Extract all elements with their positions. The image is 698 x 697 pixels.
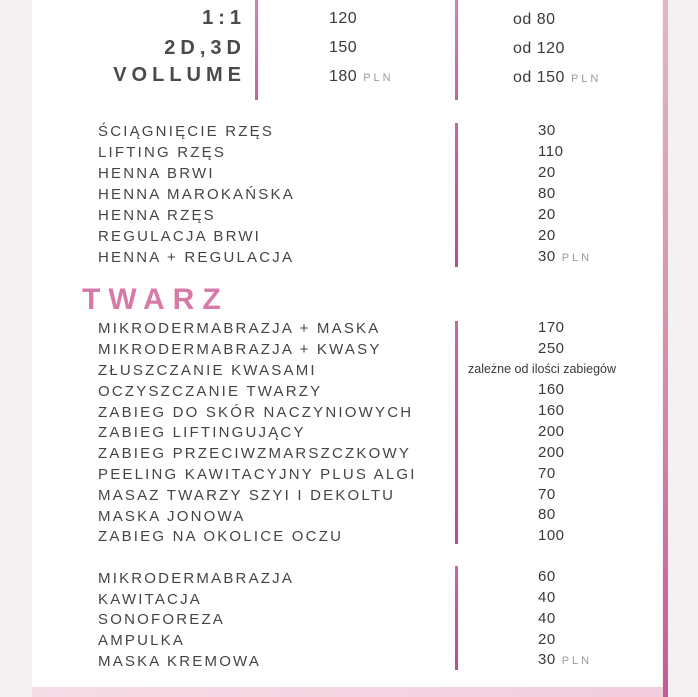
- service-name: HENNA RZĘS: [98, 207, 216, 224]
- face-treatment-name: MASAZ TWARZY SZYI I DEKOLTU: [98, 487, 396, 504]
- service-price: 20: [538, 206, 556, 223]
- face-treatment-name: ZŁUSZCZANIE KWASAMI: [98, 362, 317, 379]
- service-price: 110: [538, 143, 564, 160]
- face-treatment-price: 100: [538, 527, 565, 544]
- face-treatment-name: ZABIEG PRZECIWZMARSZCZKOWY: [98, 445, 412, 462]
- addon-name: MIKRODERMABRAZJA: [98, 570, 295, 587]
- lash-method-label: 2D,3D: [164, 37, 246, 59]
- face-treatment-name: PEELING KAWITACYJNY PLUS ALGI: [98, 466, 417, 483]
- face-treatment-price: 80: [538, 506, 556, 523]
- bottom-decorative-band: [32, 687, 663, 697]
- service-name: HENNA BRWI: [98, 165, 215, 182]
- addon-price-unit: PLN: [561, 655, 593, 667]
- service-name: HENNA + REGULACJA: [98, 249, 295, 266]
- service-price: 30: [538, 122, 556, 139]
- addon-name: MASKA KREMOWA: [98, 653, 262, 670]
- lash-price: [329, 10, 363, 28]
- face-treatment-price: 160: [538, 402, 565, 419]
- lash-refill-price: [513, 69, 601, 87]
- face-treatment-name: OCZYSZCZANIE TWARZY: [98, 383, 323, 400]
- lash-price-unit: PLN: [363, 72, 394, 84]
- lash-price: [329, 39, 363, 57]
- service-price: [538, 248, 592, 265]
- face-treatment-price: 70: [538, 465, 556, 482]
- addon-price: 20: [538, 631, 556, 648]
- lash-price-value: 150: [329, 39, 358, 56]
- service-price: 80: [538, 185, 556, 202]
- service-price: 20: [538, 164, 556, 181]
- addon-price: 60: [538, 568, 556, 585]
- addon-price-value: 30: [538, 651, 556, 668]
- addon-name: SONOFOREZA: [98, 611, 226, 628]
- service-name: LIFTING RZĘS: [98, 144, 227, 161]
- service-name: HENNA MAROKAŃSKA: [98, 186, 295, 203]
- lash-price-value: 120: [329, 10, 358, 27]
- addon-price: [538, 651, 592, 668]
- lash-price: [329, 68, 394, 86]
- service-name: ŚCIĄGNIĘCIE RZĘS: [98, 123, 275, 140]
- lash-method-label: 1:1: [202, 7, 246, 29]
- divider-brows: [455, 123, 458, 267]
- divider-lashes-right: [455, 0, 458, 100]
- face-treatment-price: 200: [538, 444, 565, 461]
- lash-refill-unit: PLN: [570, 73, 602, 85]
- face-treatment-name: MIKRODERMABRAZJA + KWASY: [98, 341, 382, 358]
- lash-refill-price: [513, 40, 571, 58]
- service-price: 20: [538, 227, 556, 244]
- service-price-unit: PLN: [561, 252, 593, 264]
- face-treatment-price: 160: [538, 381, 565, 398]
- face-treatment-name: ZABIEG NA OKOLICE OCZU: [98, 528, 344, 545]
- addon-name: AMPULKA: [98, 632, 186, 649]
- divider-face: [455, 321, 458, 544]
- lash-price-value: 180: [329, 68, 358, 85]
- face-treatment-price: 170: [538, 319, 565, 336]
- addon-price: 40: [538, 610, 556, 627]
- service-name: REGULACJA BRWI: [98, 228, 262, 245]
- divider-addons: [455, 566, 458, 670]
- addon-price: 40: [538, 589, 556, 606]
- lash-refill-value: od 120: [513, 40, 565, 57]
- right-decorative-border: [663, 0, 668, 697]
- addon-name: KAWITACJA: [98, 591, 202, 608]
- face-treatment-name: MASKA JONOWA: [98, 508, 246, 525]
- lash-refill-value: od 150: [513, 69, 565, 86]
- face-treatment-price-note: zależne od ilości zabiegów: [468, 362, 617, 376]
- lash-refill-value: od 80: [513, 11, 556, 28]
- lash-refill-price: [513, 11, 562, 29]
- face-treatment-price: 70: [538, 486, 556, 503]
- face-treatment-name: MIKRODERMABRAZJA + MASKA: [98, 320, 381, 337]
- face-treatment-price: 200: [538, 423, 565, 440]
- service-price-value: 30: [538, 248, 556, 265]
- section-title-face: TWARZ: [82, 283, 229, 316]
- face-treatment-price: 250: [538, 340, 565, 357]
- face-treatment-name: ZABIEG DO SKÓR NACZYNIOWYCH: [98, 404, 414, 421]
- lash-method-label: VOLLUME: [113, 64, 246, 86]
- divider-lashes-left: [255, 0, 258, 100]
- face-treatment-name: ZABIEG LIFTINGUJĄCY: [98, 424, 306, 441]
